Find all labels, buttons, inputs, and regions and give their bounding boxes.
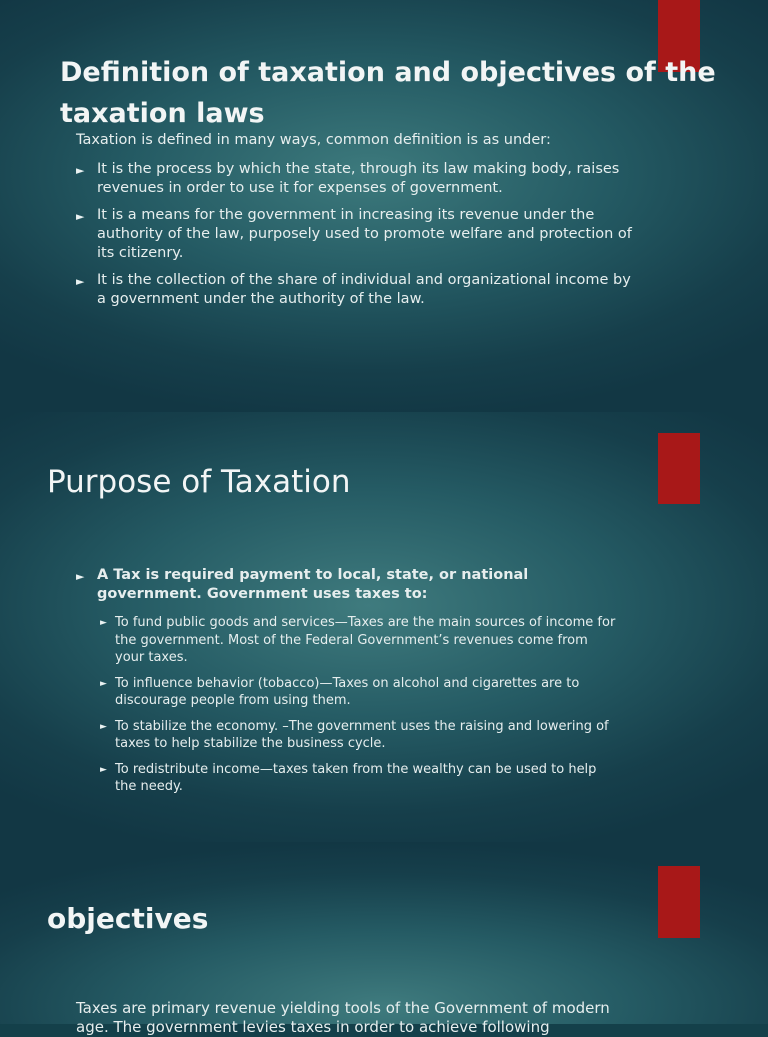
bullet-arrow-icon: ► [100,764,107,775]
list-item: ► It is the process by which the state, through its law making body, raises revenues in order to use it for expenses of government. [76,161,620,196]
sub-list-item: ► To redistribute income—taxes taken from the wealthy can be used to help the needy. [100,761,597,794]
bullet-arrow-icon: ► [100,678,107,689]
bullet-arrow-icon: ► [100,618,107,628]
sub-list-item: ► To fund public goods and services—Taxes are the main sources of income for the government. Most of the Federal Government’s revenues come from your taxes. [100,615,616,665]
accent-bar [658,866,700,938]
definition-list [76,160,636,317]
slide-title: Purpose of Taxation [47,464,351,500]
main-bullet-text: A Tax is required payment to local, state, or national government. Government uses taxes to: [97,567,529,602]
bullet-arrow-icon: ► [76,164,85,177]
purpose-list [76,566,616,804]
bullet-arrow-icon: ► [100,721,107,732]
sub-list-item: ► To stabilize the economy. –The government uses the raising and lowering of taxes to help stabilize the business cycle. [100,718,609,751]
bullet-arrow-icon: ► [76,570,85,583]
intro-text: Taxation is defined in many ways, common definition is as under: [76,132,551,148]
bullet-arrow-icon: ► [76,210,85,223]
list-item: ► It is a means for the government in increasing its revenue under the authority of the law, purposely used to promote welfare and protection of its citizenry. [76,207,632,261]
list-item [76,566,616,796]
sub-list-item: ► To influence behavior (tobacco)—Taxes on alcohol and cigarettes are to discourage people from using them. [100,675,580,708]
slide-definition [0,0,768,412]
bullet-arrow-icon: ► [76,275,85,288]
slide-title: Definition of taxation and objectives of the taxation laws [60,57,716,129]
slide-purpose [0,412,768,842]
slide-objectives [0,842,768,1036]
sub-list [97,614,616,796]
slide-title: objectives [47,902,209,935]
accent-bar [658,433,700,504]
list-item: ► It is the collection of the share of individual and organizational income by a government under the authority of the law. [76,272,631,307]
objectives-paragraph: Taxes are primary revenue yielding tools of the Government of modern age. The government levies taxes in order to achieve following [76,999,610,1036]
